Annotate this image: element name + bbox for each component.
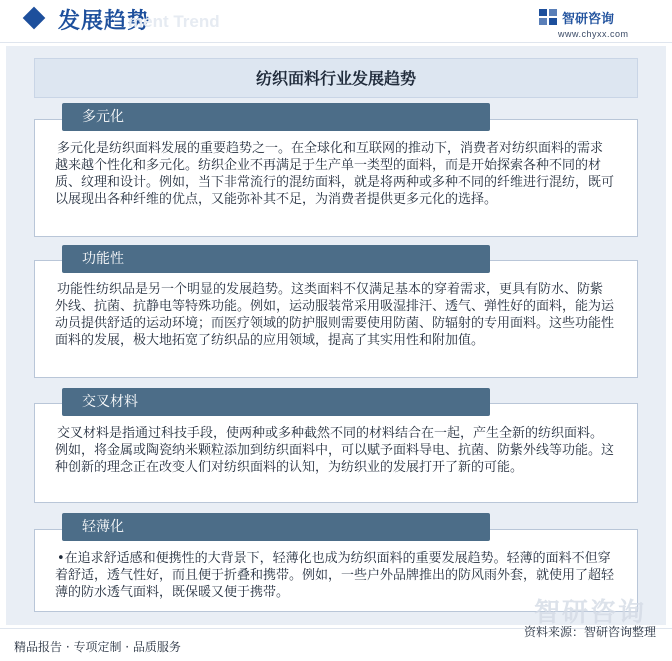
diamond-icon (23, 7, 46, 30)
section-diversification (34, 119, 638, 237)
page-heading: 发展趋势 (58, 9, 151, 34)
section-text: 功能性纺织品是另一个明显的发展趋势。这类面料不仅满足基本的穿着需求，更具有防水、防紫外线、抗菌、抗静电等特殊功能。例如，运动服装常采用吸湿排汗、透气、弹性好的面料，能为运动员提供舒适的运动环境；而医疗领域的防护服则需要使用防菌、防辐射的专用面料。这些功能性面料的发展，极大地拓宽了纺织品的应用领域，提高了其实用性和附加值。 (55, 282, 615, 348)
section-label: 轻薄化 (82, 519, 124, 535)
footer-tagline: 精品报告 · 专项定制 · 品质服务 (14, 640, 181, 654)
section-text: •在追求舒适感和便携性的大背景下，轻薄化也成为纺织面料的重要发展趋势。轻薄的面料不但穿着舒适，透气性好，而且便于折叠和携带。例如，一些户外品牌推出的防风雨外套，就使用了超轻薄的防水透气面料，既保暖又便于携带。 (55, 551, 615, 600)
main-title: 纺织面料行业发展趋势 (255, 69, 416, 88)
section-label: 交叉材料 (82, 394, 138, 410)
section-tab (62, 513, 490, 541)
header-divider (0, 42, 672, 43)
page-header (0, 0, 672, 42)
section-label: 功能性 (82, 251, 124, 267)
brand-url: www.chyxx.com (558, 29, 629, 39)
section-tab (62, 103, 490, 131)
section-tab (62, 245, 490, 273)
section-label: 多元化 (82, 109, 124, 125)
brand (538, 7, 648, 41)
brand-name: 智研咨询 (562, 12, 615, 27)
header-ghost-text: ment Trend (128, 12, 220, 31)
content-panel (6, 46, 666, 625)
section-cross-materials (34, 403, 638, 503)
footer-watermark: 智研咨询 (533, 598, 646, 628)
section-text: 交叉材料是指通过科技手段，使两种或多种截然不同的材料结合在一起，产生全新的纺织面料。例如，将金属或陶瓷纳米颗粒添加到纺织面料中，可以赋予面料导电、抗菌、防紫外线等功能。这种创新的理念正在改变人们对纺织面料的认知，为纺织业的发展打开了新的可能。 (55, 426, 615, 475)
section-tab (62, 388, 490, 416)
section-text: 多元化是纺织面料发展的重要趋势之一。在全球化和互联网的推动下，消费者对纺织面料的需求越来越个性化和多元化。纺织企业不再满足于生产单一类型的面料，而是开始探索各种不同的材质、纹理和设计。例如，当下非常流行的混纺面料，就是将两种或多种不同的纤维进行混纺，既可以展现出各种纤维的优点，又能弥补其不足，为消费者提供更多元化的选择。 (55, 141, 615, 207)
footer-source: 资料来源：智研咨询整理 (523, 625, 656, 639)
page-footer (0, 598, 672, 661)
main-title-bar (34, 58, 638, 98)
section-functionality (34, 260, 638, 378)
brand-logo-icon (538, 7, 558, 27)
